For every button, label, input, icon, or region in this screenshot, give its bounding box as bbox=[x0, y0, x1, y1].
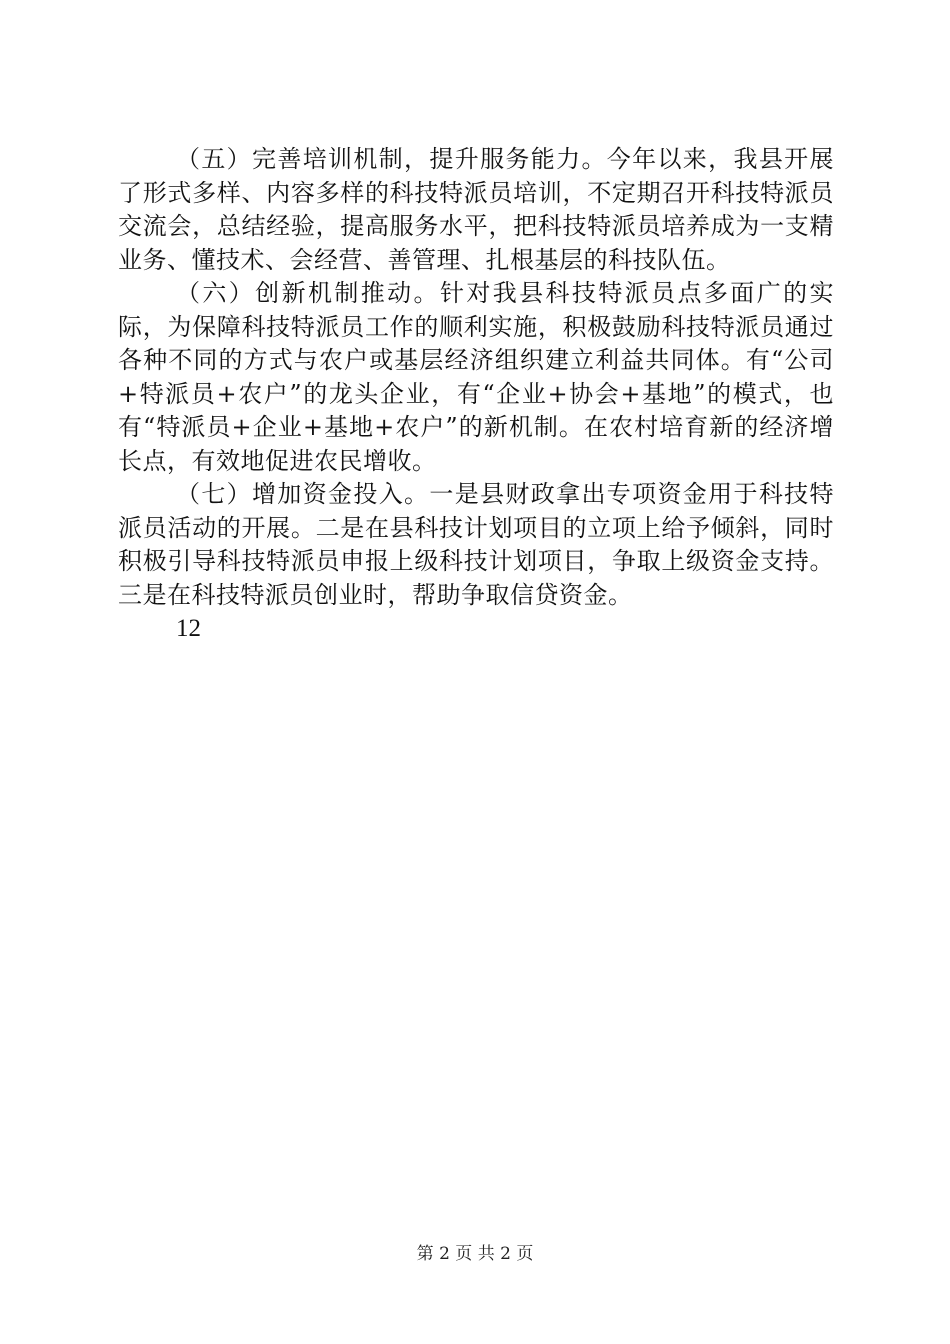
document-body bbox=[118, 143, 834, 645]
paragraph-training-mechanism: （五）完善培训机制，提升服务能力。今年以来，我县开展了形式多样、内容多样的科技特派员培训，不定期召开科技特派员交流会，总结经验，提高服务水平，把科技特派员培养成为一支精业务、懂技术、会经营、善管理、扎根基层的科技队伍。 bbox=[118, 145, 834, 274]
page-number-label: 第 2 页 共 2 页 bbox=[416, 1244, 534, 1264]
paragraph-funding-investment: （七）增加资金投入。一是县财政拿出专项资金用于科技特派员活动的开展。二是在县科技计划项目的立项上给予倾斜，同时积极引导科技特派员申报上级科技计划项目，争取上级资金支持。三是在科技特派员创业时，帮助争取信贷资金。 bbox=[118, 480, 834, 609]
paragraph-innovation-mechanism: （六）创新机制推动。针对我县科技特派员点多面广的实际，为保障科技特派员工作的顺利实施，积极鼓励科技特派员通过各种不同的方式与农户或基层经济组织建立利益共同体。有“公司+特派员+农户”的龙头企业，有“企业+协会+基地”的模式，也有“特派员+企业+基地+农户”的新机制。在农村培育新的经济增长点，有效地促进农民增收。 bbox=[118, 279, 834, 475]
page-footer bbox=[0, 1242, 950, 1266]
trailing-number-text: 12 bbox=[176, 615, 201, 642]
